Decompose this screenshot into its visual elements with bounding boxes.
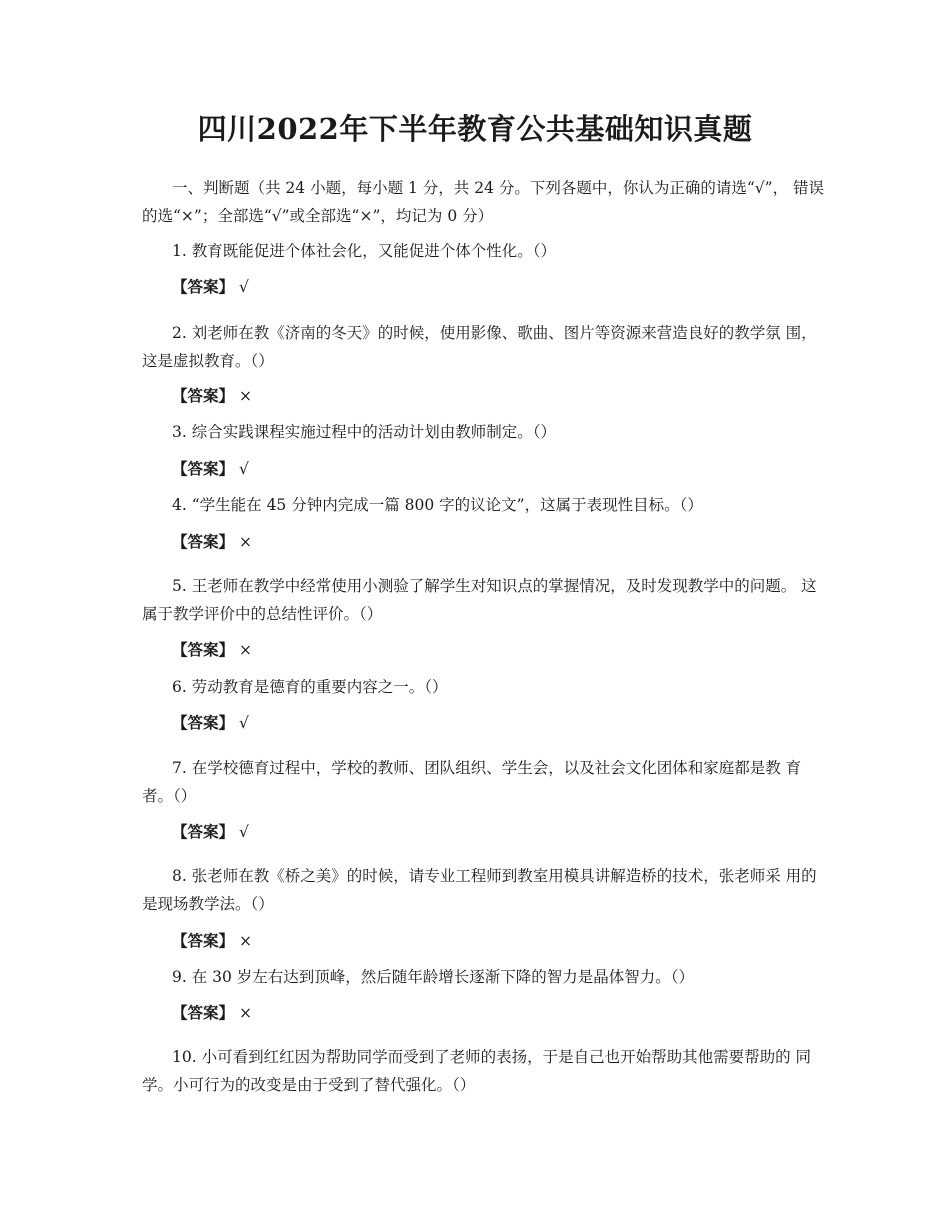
question-8: 8. 张老师在教《桥之美》的时候，请专业工程师到教室用模具讲解造桥的技术，张老师采 用的是现场教学法。（） — [142, 867, 817, 913]
answer-value: √ — [238, 823, 249, 841]
question-1: 1. 教育既能促进个体社会化，又能促进个体个性化。（） — [172, 242, 556, 260]
question-10: 10. 小可看到红红因为帮助同学而受到了老师的表扬，于是自己也开始帮助其他需要帮助的 同学。小可行为的改变是由于受到了替代强化。（） — [142, 1048, 812, 1094]
answer-value: √ — [238, 278, 249, 296]
answer-5 — [172, 636, 252, 664]
answer-value: × — [238, 387, 252, 405]
question-4: 4. “学生能在 45 分钟内完成一篇 800 字的议论文”，这属于表现性目标。（） — [172, 496, 703, 514]
answer-label: 【答案】 — [172, 277, 235, 296]
answer-label: 【答案】 — [172, 532, 235, 551]
question-2: 2. 刘老师在教《济南的冬天》的时候，使用影像、歌曲、图片等资源来营造良好的教学氛 围，这是虚拟教育。（） — [142, 324, 817, 370]
answer-value: × — [238, 1004, 252, 1022]
question-6: 6. 劳动教育是德育的重要内容之一。（） — [172, 678, 448, 696]
answer-label: 【答案】 — [172, 931, 235, 950]
answer-4 — [172, 528, 252, 556]
question-7: 7. 在学校德育过程中，学校的教师、团队组织、学生会，以及社会文化团体和家庭都是教 育者。（） — [142, 759, 802, 805]
answer-6 — [172, 709, 249, 737]
answer-1 — [172, 273, 249, 301]
answer-7 — [172, 818, 249, 846]
answer-value: √ — [238, 460, 249, 478]
answer-label: 【答案】 — [172, 822, 235, 841]
answer-label: 【答案】 — [172, 713, 235, 732]
answer-value: × — [238, 932, 252, 950]
question-5: 5. 王老师在教学中经常使用小测验了解学生对知识点的掌握情况，及时发现教学中的问题。 这属于教学评价中的总结性评价。（） — [142, 577, 817, 623]
answer-9 — [172, 999, 252, 1027]
section-header: 一、判断题（共 24 小题，每小题 1 分，共 24 分。下列各题中，你认为正确的请选“√”， 错误的选“×”；全部选“√”或全部选“×”，均记为 0 分） — [142, 179, 825, 225]
answer-label: 【答案】 — [172, 386, 235, 405]
answer-8 — [172, 927, 252, 955]
answer-2 — [172, 382, 252, 410]
answer-label: 【答案】 — [172, 640, 235, 659]
document-title: 四川2022年下半年教育公共基础知识真题 — [197, 112, 753, 146]
answer-value: × — [238, 641, 252, 659]
answer-value: √ — [238, 714, 249, 732]
question-3: 3. 综合实践课程实施过程中的活动计划由教师制定。（） — [172, 423, 556, 441]
answer-label: 【答案】 — [172, 1003, 235, 1022]
question-9: 9. 在 30 岁左右达到顶峰，然后随年龄增长逐渐下降的智力是晶体智力。（） — [172, 968, 695, 986]
answer-label: 【答案】 — [172, 459, 235, 478]
answer-3 — [172, 455, 249, 483]
answer-value: × — [238, 533, 252, 551]
